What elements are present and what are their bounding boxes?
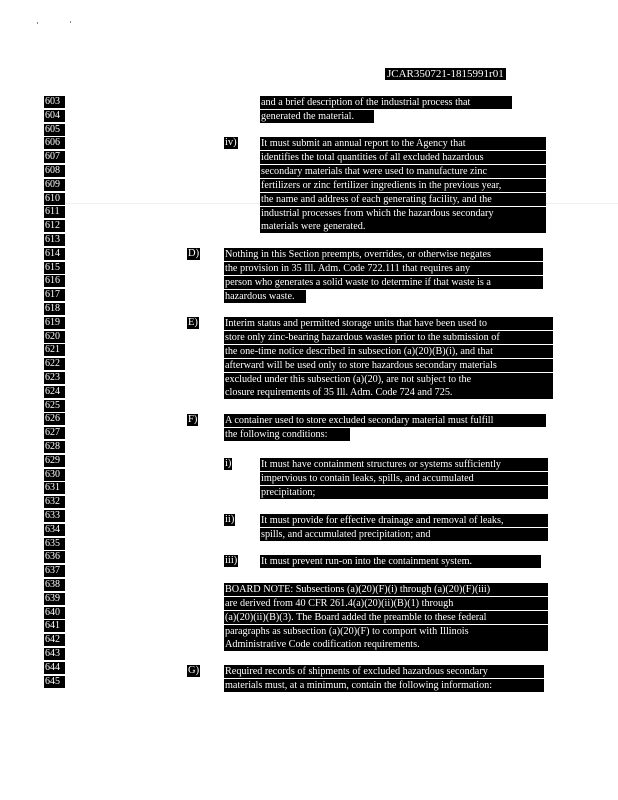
- line-number: 631: [44, 482, 65, 494]
- line-number: 628: [44, 441, 65, 453]
- line-number: 625: [44, 400, 65, 412]
- line-number: 639: [44, 593, 65, 605]
- line-number: 633: [44, 510, 65, 522]
- text-line: secondary materials that were used to manufacture zinc: [260, 165, 546, 178]
- scan-speck: [70, 21, 71, 23]
- subsection-label-ii: ii): [225, 514, 235, 525]
- text-line: materials were generated.: [260, 220, 546, 233]
- line-number: 634: [44, 524, 65, 536]
- text-line: and a brief description of the industrial process that: [260, 96, 512, 109]
- line-number: 619: [44, 317, 65, 329]
- text-line: hazardous waste.: [224, 290, 306, 303]
- line-number: 620: [44, 331, 65, 343]
- text-line: It must provide for effective drainage and removal of leaks,: [260, 514, 548, 527]
- line-number: 608: [44, 165, 65, 177]
- text-line: It must have containment structures or systems sufficiently: [260, 458, 548, 471]
- text-line: the name and address of each generating facility, and the: [260, 193, 546, 206]
- text-line: the following conditions:: [224, 428, 350, 441]
- line-number: 609: [44, 179, 65, 191]
- text-line: Required records of shipments of excluded hazardous secondary: [224, 665, 544, 678]
- text-line: the provision in 35 Ill. Adm. Code 722.111 that requires any: [224, 262, 543, 275]
- line-number: 622: [44, 358, 65, 370]
- line-number: 616: [44, 275, 65, 287]
- line-number: 641: [44, 620, 65, 632]
- line-number: 604: [44, 110, 65, 122]
- text-line: afterward will be used only to store hazardous secondary materials: [224, 359, 553, 372]
- line-number: 632: [44, 496, 65, 508]
- text-line: precipitation;: [260, 486, 548, 499]
- text-line: are derived from 40 CFR 261.4(a)(20)(ii)(B)(1) through: [224, 597, 548, 610]
- subsection-label-d: D): [188, 248, 200, 259]
- text-line: Nothing in this Section preempts, overrides, or otherwise negates: [224, 248, 543, 261]
- text-line: closure requirements of 35 Ill. Adm. Code 724 and 725.: [224, 386, 553, 399]
- line-number: 645: [44, 676, 65, 688]
- line-number: 636: [44, 551, 65, 563]
- line-number: 624: [44, 386, 65, 398]
- line-number: 617: [44, 289, 65, 301]
- line-number: 643: [44, 648, 65, 660]
- line-number: 618: [44, 303, 65, 315]
- line-number: 629: [44, 455, 65, 467]
- line-number: 635: [44, 538, 65, 550]
- text-line: person who generates a solid waste to determine if that waste is a: [224, 276, 543, 289]
- text-line: fertilizers or zinc fertilizer ingredients in the previous year,: [260, 179, 546, 192]
- line-number: 610: [44, 193, 65, 205]
- subsection-label-i: i): [225, 458, 232, 469]
- line-number: 615: [44, 262, 65, 274]
- line-number: 612: [44, 220, 65, 232]
- line-number: 638: [44, 579, 65, 591]
- line-number: 642: [44, 634, 65, 646]
- text-line: industrial processes from which the hazardous secondary: [260, 207, 546, 220]
- text-line: excluded under this subsection (a)(20), are not subject to the: [224, 373, 553, 386]
- document-code: JCAR350721-1815991r01: [387, 68, 504, 80]
- line-number: 627: [44, 427, 65, 439]
- text-line: paragraphs as subsection (a)(20)(F) to comport with Illinois: [224, 625, 548, 638]
- subsection-label-iii: iii): [225, 555, 238, 566]
- text-line: materials must, at a minimum, contain the following information:: [224, 679, 544, 692]
- line-number: 626: [44, 413, 65, 425]
- text-line: BOARD NOTE: Subsections (a)(20)(F)(i) through (a)(20)(F)(iii): [224, 583, 548, 596]
- line-number: 630: [44, 469, 65, 481]
- text-line: Interim status and permitted storage units that have been used to: [224, 317, 553, 330]
- line-number: 644: [44, 662, 65, 674]
- text-line: the one-time notice described in subsection (a)(20)(B)(i), and that: [224, 345, 553, 358]
- line-number: 605: [44, 124, 65, 136]
- text-line: identifies the total quantities of all excluded hazardous: [260, 151, 546, 164]
- text-line: impervious to contain leaks, spills, and accumulated: [260, 472, 548, 485]
- subsection-label-iv: iv): [225, 137, 237, 148]
- text-line: generated the material.: [260, 110, 374, 123]
- line-number: 613: [44, 234, 65, 246]
- line-number: 611: [44, 206, 65, 218]
- line-number: 603: [44, 96, 65, 108]
- line-number: 640: [44, 607, 65, 619]
- subsection-label-e: E): [188, 317, 198, 328]
- text-line: (a)(20)(ii)(B)(3). The Board added the preamble to these federal: [224, 611, 548, 624]
- subsection-label-f: F): [188, 414, 198, 425]
- text-line: spills, and accumulated precipitation; and: [260, 528, 548, 541]
- scan-speck: [37, 22, 38, 24]
- line-number: 607: [44, 151, 65, 163]
- text-line: It must prevent run-on into the containment system.: [260, 555, 541, 568]
- line-number: 637: [44, 565, 65, 577]
- line-number: 621: [44, 344, 65, 356]
- text-line: store only zinc-bearing hazardous wastes prior to the submission of: [224, 331, 553, 344]
- line-number: 623: [44, 372, 65, 384]
- subsection-label-g: G): [188, 665, 200, 676]
- text-line: Administrative Code codification requirements.: [224, 638, 548, 651]
- text-line: A container used to store excluded secondary material must fulfill: [224, 414, 546, 427]
- line-number: 606: [44, 137, 65, 149]
- line-number: 614: [44, 248, 65, 260]
- text-line: It must submit an annual report to the Agency that: [260, 137, 546, 150]
